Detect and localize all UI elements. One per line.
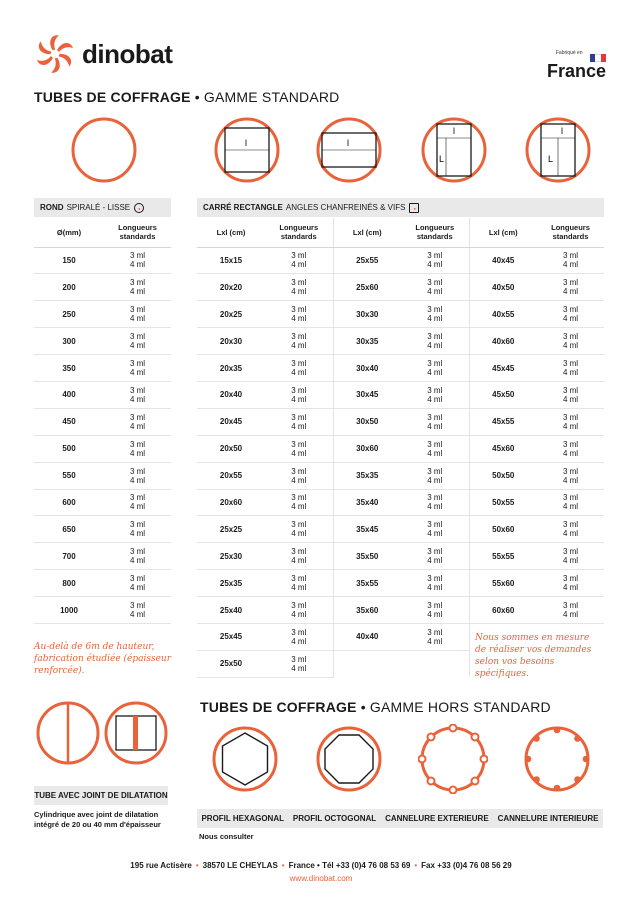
- length-cell: 3 ml 4 ml: [104, 543, 171, 570]
- size-cell: 15x15: [197, 247, 265, 274]
- footer-addr4: Fax +33 (0)4 76 08 56 29: [421, 861, 512, 870]
- length-cell: 3 ml 4 ml: [537, 381, 604, 408]
- title-hors-light: • GAMME HORS STANDARD: [360, 699, 551, 715]
- length-cell: 3 ml 4 ml: [265, 328, 333, 355]
- length-cell: 3 ml 4 ml: [537, 301, 604, 328]
- length-cell: 3 ml 4 ml: [401, 462, 469, 489]
- rectangle-tube-icon: [315, 116, 383, 184]
- size-cell: 35x40: [333, 489, 401, 516]
- length-cell: 3 ml 4 ml: [537, 597, 604, 624]
- size-cell: 25x35: [197, 570, 265, 597]
- size-cell: 20x35: [197, 355, 265, 382]
- size-cell: 45x55: [469, 408, 537, 435]
- dinobat-logo-icon: [34, 33, 76, 75]
- consult-note: Nous consulter: [199, 832, 254, 841]
- table-row: [34, 408, 171, 435]
- carre-band: [197, 198, 604, 217]
- brand-name: dinobat: [82, 38, 173, 69]
- dim-label-L: L: [548, 154, 554, 164]
- length-cell: 3 ml 4 ml: [537, 355, 604, 382]
- diameter-cell: 650: [34, 516, 104, 543]
- col-len-1: Longueurs standards: [265, 218, 333, 247]
- size-cell: 25x30: [197, 543, 265, 570]
- length-cell: 3 ml 4 ml: [104, 435, 171, 462]
- made-in-france-badge: [547, 44, 606, 80]
- size-cell: 30x30: [333, 301, 401, 328]
- external-flute-profile-icon: [418, 724, 488, 794]
- french-flag-icon: [590, 49, 606, 57]
- size-cell: 50x55: [469, 489, 537, 516]
- length-cell: 3 ml 4 ml: [401, 247, 469, 274]
- diameter-cell: 400: [34, 381, 104, 408]
- size-cell: 55x60: [469, 570, 537, 597]
- table-row: [34, 462, 171, 489]
- table-row: [34, 543, 171, 570]
- col-len-2: Longueurs standards: [401, 218, 469, 247]
- carre-band-title: CARRÉ RECTANGLE: [203, 203, 283, 212]
- length-cell: 3 ml 4 ml: [401, 543, 469, 570]
- size-cell: 35x55: [333, 570, 401, 597]
- size-cell: 40x40: [333, 623, 401, 650]
- length-cell: 3 ml 4 ml: [401, 408, 469, 435]
- rect-tube-dims-icon: [420, 116, 488, 184]
- profile-hexagonal-label: PROFIL HEXAGONAL: [201, 814, 284, 823]
- size-cell: 55x55: [469, 543, 537, 570]
- length-cell: 3 ml 4 ml: [265, 597, 333, 624]
- length-cell: 3 ml 4 ml: [401, 570, 469, 597]
- length-cell: 3 ml 4 ml: [265, 408, 333, 435]
- col-diameter: Ø(mm): [34, 218, 104, 247]
- diameter-cell: 200: [34, 274, 104, 301]
- carre-table: [197, 218, 604, 678]
- length-cell: 3 ml 4 ml: [265, 543, 333, 570]
- size-cell: 40x50: [469, 274, 537, 301]
- table-row: [197, 435, 604, 462]
- rond-table: [34, 218, 171, 624]
- length-cell: 3 ml 4 ml: [265, 462, 333, 489]
- size-cell: 35x45: [333, 516, 401, 543]
- length-cell: 3 ml 4 ml: [401, 355, 469, 382]
- length-cell: 3 ml 4 ml: [537, 247, 604, 274]
- size-cell: 35x60: [333, 597, 401, 624]
- title-standard-light: • GAMME STANDARD: [194, 89, 340, 105]
- title-standard-bold: TUBES DE COFFRAGE: [34, 89, 191, 105]
- diameter-cell: 700: [34, 543, 104, 570]
- length-cell: 3 ml 4 ml: [401, 301, 469, 328]
- size-cell: 20x30: [197, 328, 265, 355]
- octagonal-profile-icon: [314, 724, 384, 794]
- col-lengths: Longueurs standards: [104, 218, 171, 247]
- size-cell: 20x20: [197, 274, 265, 301]
- length-cell: 3 ml 4 ml: [265, 489, 333, 516]
- carre-band-sub: ANGLES CHANFREINÉS & VIFS: [285, 203, 406, 212]
- table-row: [34, 355, 171, 382]
- profile-octogonal-label: PROFIL OCTOGONAL: [292, 814, 377, 823]
- length-cell: 3 ml 4 ml: [401, 489, 469, 516]
- table-row: [34, 597, 171, 624]
- size-cell: 30x50: [333, 408, 401, 435]
- size-cell: 25x25: [197, 516, 265, 543]
- size-cell: 50x50: [469, 462, 537, 489]
- length-cell: 3 ml 4 ml: [537, 408, 604, 435]
- length-cell: 3 ml 4 ml: [104, 462, 171, 489]
- size-cell: 45x60: [469, 435, 537, 462]
- diameter-cell: 300: [34, 328, 104, 355]
- length-cell: 3 ml 4 ml: [401, 623, 469, 650]
- footer-website[interactable]: www.dinobat.com: [289, 874, 353, 883]
- diameter-cell: 500: [34, 435, 104, 462]
- length-cell: 3 ml 4 ml: [104, 489, 171, 516]
- rond-band: [34, 198, 171, 217]
- diameter-cell: 250: [34, 301, 104, 328]
- table-row: [34, 570, 171, 597]
- size-cell: 20x25: [197, 301, 265, 328]
- joint-tube-icon: [35, 700, 101, 766]
- size-cell: 25x45: [197, 623, 265, 650]
- table-row: [197, 301, 604, 328]
- length-cell: 3 ml 4 ml: [537, 274, 604, 301]
- footer-addr3: France • Tél +33 (0)4 76 08 53 69: [288, 861, 411, 870]
- size-cell: 45x45: [469, 355, 537, 382]
- length-cell: 3 ml 4 ml: [537, 570, 604, 597]
- table-row: [197, 462, 604, 489]
- size-cell: 30x40: [333, 355, 401, 382]
- size-cell: 20x50: [197, 435, 265, 462]
- length-cell: 3 ml 4 ml: [537, 543, 604, 570]
- length-cell: 3 ml 4 ml: [104, 355, 171, 382]
- profile-int-label: CANNELURE INTERIEURE: [497, 814, 599, 823]
- col-size-1: Lxl (cm): [197, 218, 265, 247]
- length-cell: 3 ml 4 ml: [104, 247, 171, 274]
- length-cell: 3 ml 4 ml: [265, 274, 333, 301]
- length-cell: 3 ml 4 ml: [537, 489, 604, 516]
- rond-band-title: ROND: [40, 203, 64, 212]
- size-cell: 25x50: [197, 650, 265, 677]
- table-row: [197, 570, 604, 597]
- rect-tube-dims-icon-2: [524, 116, 592, 184]
- length-cell: 3 ml 4 ml: [401, 435, 469, 462]
- size-cell: 20x60: [197, 489, 265, 516]
- table-row: [34, 301, 171, 328]
- length-cell: 3 ml 4 ml: [265, 381, 333, 408]
- length-cell: 3 ml 4 ml: [401, 381, 469, 408]
- size-cell: 50x60: [469, 516, 537, 543]
- diameter-cell: 800: [34, 570, 104, 597]
- diameter-cell: 450: [34, 408, 104, 435]
- footer-addr1: 195 rue Actisère: [130, 861, 192, 870]
- col-size-3: Lxl (cm): [469, 218, 537, 247]
- length-cell: 3 ml 4 ml: [265, 650, 333, 677]
- length-cell: [401, 650, 469, 677]
- table-row: [197, 516, 604, 543]
- table-row: [197, 247, 604, 274]
- size-cell: 30x35: [333, 328, 401, 355]
- size-cell: 25x55: [333, 247, 401, 274]
- length-cell: 3 ml 4 ml: [104, 274, 171, 301]
- table-row: [34, 247, 171, 274]
- length-cell: 3 ml 4 ml: [104, 328, 171, 355]
- table-row: [34, 274, 171, 301]
- diameter-cell: 350: [34, 355, 104, 382]
- title-hors-bold: TUBES DE COFFRAGE: [200, 699, 357, 715]
- square-tag-icon: ●: [409, 203, 419, 213]
- round-tag-icon: ●: [134, 203, 144, 213]
- table-row: [34, 435, 171, 462]
- length-cell: 3 ml 4 ml: [104, 597, 171, 624]
- brand-logo: [34, 34, 172, 74]
- size-cell: 20x40: [197, 381, 265, 408]
- col-size-2: Lxl (cm): [333, 218, 401, 247]
- length-cell: 3 ml 4 ml: [265, 623, 333, 650]
- profile-ext-label: CANNELURE EXTERIEURE: [385, 814, 489, 823]
- size-cell: [333, 650, 401, 677]
- length-cell: 3 ml 4 ml: [537, 435, 604, 462]
- table-row: [197, 408, 604, 435]
- table-row: [34, 381, 171, 408]
- round-tube-icon: [70, 116, 138, 184]
- table-row: [34, 328, 171, 355]
- joint-tube-section-icon: [103, 700, 169, 766]
- size-cell: 40x45: [469, 247, 537, 274]
- diameter-cell: 550: [34, 462, 104, 489]
- length-cell: 3 ml 4 ml: [537, 462, 604, 489]
- length-cell: 3 ml 4 ml: [265, 516, 333, 543]
- size-cell: 30x60: [333, 435, 401, 462]
- joint-description: Cylindrique avec joint de dilatation intégré de 20 ou 40 mm d'épaisseur: [34, 810, 161, 829]
- fab-label: Fabriqué en: [555, 49, 583, 56]
- length-cell: 3 ml 4 ml: [104, 570, 171, 597]
- square-tube-icon: [213, 116, 281, 184]
- size-cell: 40x60: [469, 328, 537, 355]
- footer: 195 rue Actisère • 38570 LE CHEYLAS • France • Tél +33 (0)4 76 08 53 69 • Fax +33 (0)4 76 08 56 29 www.dinobat.com: [0, 861, 642, 883]
- profiles-band: [197, 809, 603, 828]
- size-cell: 35x50: [333, 543, 401, 570]
- size-cell: 25x60: [333, 274, 401, 301]
- hexagonal-profile-icon: [210, 724, 280, 794]
- dim-label-L: L: [439, 154, 445, 164]
- country-name: France: [546, 61, 606, 81]
- table-row: [34, 489, 171, 516]
- size-cell: 30x45: [333, 381, 401, 408]
- dim-label-l: l: [347, 138, 349, 148]
- footer-addr2: 38570 LE CHEYLAS: [202, 861, 278, 870]
- size-cell: 25x40: [197, 597, 265, 624]
- length-cell: 3 ml 4 ml: [537, 516, 604, 543]
- length-cell: 3 ml 4 ml: [401, 516, 469, 543]
- table-row: [197, 543, 604, 570]
- size-cell: 40x55: [469, 301, 537, 328]
- size-cell: 35x35: [333, 462, 401, 489]
- table-row: [197, 597, 604, 624]
- table-row: [34, 516, 171, 543]
- length-cell: 3 ml 4 ml: [265, 247, 333, 274]
- dim-label-l: l: [245, 138, 247, 148]
- joint-label: TUBE AVEC JOINT DE DILATATION: [34, 786, 168, 805]
- dim-label-l: l: [453, 126, 455, 136]
- length-cell: 3 ml 4 ml: [104, 408, 171, 435]
- size-cell: 20x55: [197, 462, 265, 489]
- title-hors-standard: [200, 699, 551, 715]
- length-cell: 3 ml 4 ml: [265, 301, 333, 328]
- carre-note: Nous sommes en mesure de réaliser vos demandes selon vos besoins spécifiques.: [475, 633, 592, 679]
- length-cell: 3 ml 4 ml: [265, 570, 333, 597]
- table-row: [197, 355, 604, 382]
- table-row: [197, 328, 604, 355]
- length-cell: 3 ml 4 ml: [265, 435, 333, 462]
- diameter-cell: 600: [34, 489, 104, 516]
- rond-note: Au-delà de 6m de hauteur, fabrication étudiée (épaisseur renforcée).: [34, 642, 172, 676]
- length-cell: 3 ml 4 ml: [265, 355, 333, 382]
- length-cell: 3 ml 4 ml: [104, 381, 171, 408]
- rond-band-sub: SPIRALÉ - LISSE: [66, 203, 131, 212]
- internal-flute-profile-icon: [522, 724, 592, 794]
- col-len-3: Longueurs standards: [537, 218, 604, 247]
- table-row: [197, 381, 604, 408]
- length-cell: 3 ml 4 ml: [104, 301, 171, 328]
- table-row: [197, 274, 604, 301]
- size-cell: 60x60: [469, 597, 537, 624]
- length-cell: 3 ml 4 ml: [104, 516, 171, 543]
- length-cell: 3 ml 4 ml: [401, 328, 469, 355]
- table-row: [197, 489, 604, 516]
- diameter-cell: 150: [34, 247, 104, 274]
- length-cell: 3 ml 4 ml: [537, 328, 604, 355]
- title-standard: [34, 89, 339, 105]
- diameter-cell: 1000: [34, 597, 104, 624]
- length-cell: 3 ml 4 ml: [401, 597, 469, 624]
- dim-label-l: l: [561, 126, 563, 136]
- size-cell: 20x45: [197, 408, 265, 435]
- size-cell: 45x50: [469, 381, 537, 408]
- length-cell: 3 ml 4 ml: [401, 274, 469, 301]
